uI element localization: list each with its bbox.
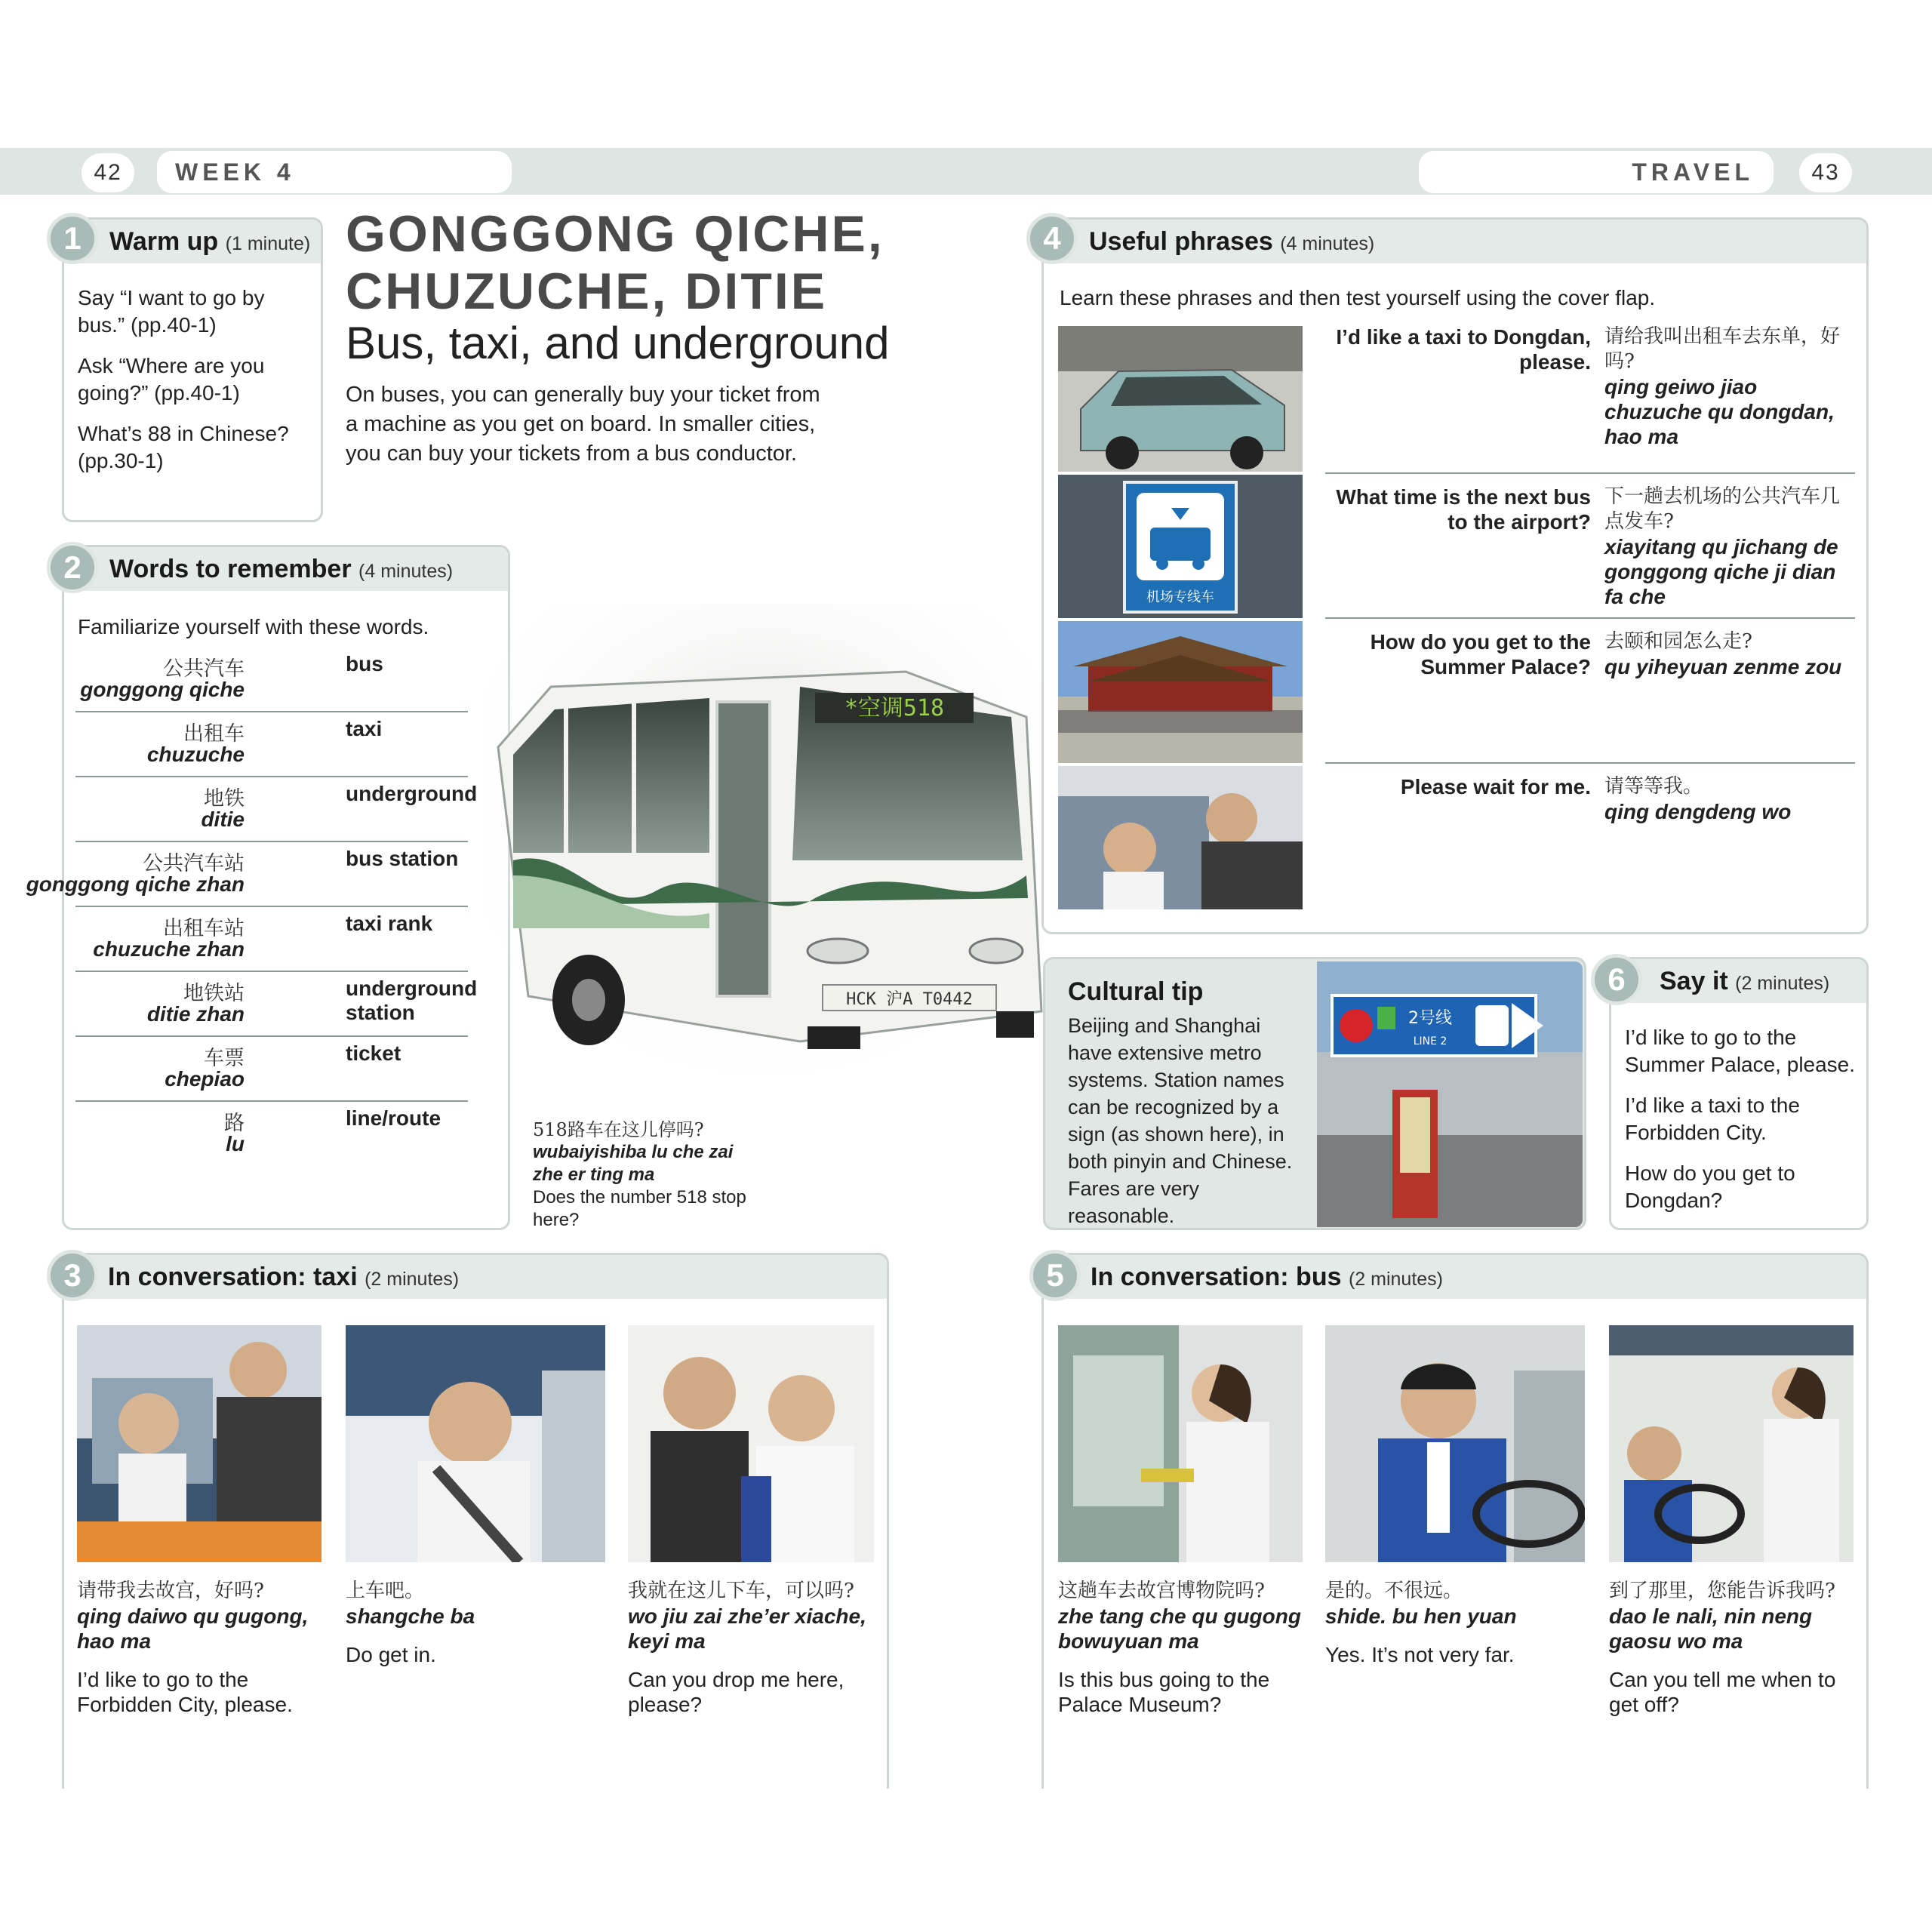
- taxi-photo-3: [628, 1325, 874, 1562]
- section-number-3: 3: [47, 1250, 98, 1301]
- vocab-row: [75, 714, 468, 777]
- bus-caption-zh: 518路车在这儿停吗?: [533, 1119, 704, 1140]
- taxi-line-3-en: Can you drop me here, please?: [628, 1668, 844, 1716]
- say-it-box: [1609, 957, 1869, 1230]
- phrase-pinyin: qing geiwo jiao chuzuche qu dongdan, hao ma: [1604, 375, 1835, 448]
- left-page-number: 42: [82, 153, 134, 192]
- phrase-photo-wait: [1058, 766, 1303, 909]
- taxi-photo-1: [77, 1325, 321, 1562]
- page-title: GONGGONG QICHE, CHUZUCHE, DITIE: [346, 205, 884, 320]
- say-it-item: How do you get to Dongdan?: [1625, 1161, 1795, 1212]
- bus-line-3-pinyin: dao le nali, nin neng gaosu wo ma: [1609, 1604, 1813, 1653]
- bus-photo-1: [1058, 1325, 1303, 1562]
- taxi-line-3-pinyin: wo jiu zai zhe’er xiache, keyi ma: [628, 1604, 866, 1653]
- taxi-line-1-pinyin: qing daiwo qu gugong, hao ma: [77, 1604, 309, 1653]
- taxi-line-1: [77, 1579, 326, 1717]
- phrase-zh: 下一趟去机场的公共汽车几点发车?: [1604, 485, 1841, 533]
- metro-sign-line: 2号线: [1408, 1009, 1452, 1028]
- vocab-en: underground: [346, 782, 478, 805]
- vocab-row: [75, 1038, 468, 1102]
- bus-photo-3: [1609, 1325, 1854, 1562]
- cultural-tip-title: Cultural tip: [1068, 977, 1204, 1006]
- vocab-zh: 出租车: [183, 722, 245, 746]
- say-it-title: Say it (2 minutes): [1660, 967, 1830, 995]
- phrase-en: What time is the next bus to the airport?: [1336, 485, 1591, 534]
- taxi-line-2-zh: 上车吧。: [346, 1580, 425, 1602]
- phrase-en: Please wait for me.: [1400, 775, 1591, 798]
- vocab-zh: 地铁: [204, 787, 245, 811]
- metro-sign-line-en: LINE 2: [1413, 1035, 1447, 1048]
- vocab-row: [75, 649, 468, 712]
- metro-sign-photo: [1317, 961, 1583, 1227]
- bus-line-1-pinyin: zhe tang che qu gugong bowuyuan ma: [1058, 1604, 1301, 1653]
- bus-line-3-en: Can you tell me when to get off?: [1609, 1668, 1836, 1716]
- bus-destination-sign: *空调518: [844, 695, 945, 721]
- vocab-zh: 路: [224, 1112, 245, 1135]
- conversation-bus-title: In conversation: bus (2 minutes): [1091, 1263, 1443, 1291]
- bus-photo: [483, 604, 1049, 1102]
- phrase-row: [1325, 485, 1855, 619]
- phrase-zh: 请给我叫出租车去东单，好吗?: [1604, 325, 1841, 373]
- section-number-5: 5: [1029, 1250, 1081, 1301]
- vocab-zh: 出租车站: [163, 917, 245, 940]
- vocab-zh: 公共汽车: [163, 657, 245, 681]
- page-subtitle: Bus, taxi, and underground: [346, 318, 890, 368]
- section-number-4: 4: [1026, 213, 1078, 264]
- vocab-en: taxi: [346, 717, 383, 740]
- right-page-number: 43: [1799, 153, 1852, 192]
- phrase-photo-palace: [1058, 621, 1303, 763]
- bus-caption-pinyin: wubaiyishiba lu che zai zhe er ting ma: [533, 1142, 734, 1185]
- vocab-row: [75, 779, 478, 842]
- bus-caption-en: Does the number 518 stop here?: [533, 1187, 746, 1230]
- bus-plate: HCK 沪A T0442: [846, 990, 973, 1009]
- vocab-pinyin: gonggong qiche: [80, 678, 245, 701]
- intro-text: On buses, you can generally buy your ticket from a machine as you get on board. In smaller cities, you can buy your tickets from a bus conductor.: [346, 383, 820, 466]
- bus-line-1-en: Is this bus going to the Palace Museum?: [1058, 1668, 1270, 1716]
- phrase-pinyin: qu yiheyuan zenme zou: [1604, 655, 1842, 678]
- vocab-row: [75, 909, 468, 972]
- vocab-en: line/route: [346, 1106, 441, 1130]
- say-it-item: I’d like to go to the Summer Palace, please.: [1625, 1026, 1856, 1076]
- bus-caption: [533, 1118, 752, 1232]
- vocab-pinyin: lu: [226, 1132, 245, 1155]
- phrase-photo-airport-sign: [1058, 475, 1303, 618]
- taxi-line-2: [346, 1579, 595, 1667]
- section-number-1: 1: [47, 213, 98, 264]
- bus-line-3-zh: 到了那里，您能告诉我吗?: [1609, 1580, 1835, 1602]
- vocab-en: ticket: [346, 1041, 401, 1065]
- bus-line-2-pinyin: shide. bu hen yuan: [1325, 1604, 1517, 1628]
- phrase-photo-taxi: [1058, 326, 1303, 472]
- taxi-line-3: [628, 1579, 877, 1717]
- taxi-line-1-en: I’d like to go to the Forbidden City, please.: [77, 1668, 293, 1716]
- section-number-2: 2: [47, 542, 98, 593]
- phrase-zh: 去颐和园怎么走?: [1604, 630, 1752, 653]
- vocab-zh: 地铁站: [183, 982, 245, 1005]
- airport-sign-text: 机场专线车: [1146, 589, 1214, 605]
- phrase-zh: 请等等我。: [1604, 775, 1703, 798]
- vocab-pinyin: ditie zhan: [146, 1002, 245, 1026]
- vocab-pinyin: chuzuche zhan: [93, 937, 245, 961]
- useful-phrases-title: Useful phrases (4 minutes): [1089, 227, 1375, 256]
- vocab-pinyin: gonggong qiche zhan: [26, 872, 245, 896]
- bus-line-1: [1058, 1579, 1307, 1717]
- phrase-row: [1325, 629, 1855, 764]
- vocab-row: [26, 844, 468, 907]
- vocab-zh: 公共汽车站: [143, 852, 245, 875]
- phrase-en: I’d like a taxi to Dongdan, please.: [1336, 325, 1591, 374]
- say-it-item: I’d like a taxi to the Forbidden City.: [1625, 1094, 1800, 1144]
- words-title: Words to remember (4 minutes): [109, 555, 454, 583]
- vocab-en: bus: [346, 652, 383, 675]
- bus-line-1-zh: 这趟车去故宫博物院吗?: [1058, 1580, 1265, 1602]
- taxi-line-2-pinyin: shangche ba: [346, 1604, 475, 1628]
- vocab-pinyin: ditie: [201, 808, 245, 831]
- taxi-line-2-en: Do get in.: [346, 1643, 436, 1666]
- left-running-head: WEEK 4: [157, 151, 512, 193]
- phrase-pinyin: qing dengdeng wo: [1604, 800, 1792, 823]
- vocab-pinyin: chuzuche: [146, 743, 245, 766]
- vocab-en: underground station: [346, 977, 478, 1024]
- taxi-line-3-zh: 我就在这儿下车，可以吗?: [628, 1580, 854, 1602]
- useful-phrases-instruction: Learn these phrases and then test yourself using the cover flap.: [1060, 286, 1656, 309]
- phrase-row: [1325, 774, 1855, 903]
- right-running-head: TRAVEL: [1419, 151, 1774, 193]
- vocab-en: taxi rank: [346, 912, 433, 935]
- bus-line-2: [1325, 1579, 1582, 1667]
- phrase-row: [1325, 325, 1855, 474]
- taxi-photo-2: [346, 1325, 605, 1562]
- vocab-row: [75, 974, 478, 1037]
- vocab-zh: 车票: [204, 1047, 245, 1070]
- warm-up-item: What’s 88 in Chinese? (pp.30-1): [78, 422, 289, 472]
- taxi-line-1-zh: 请带我去故宫，好吗?: [77, 1580, 264, 1602]
- warm-up-title: Warm up (1 minute): [109, 227, 311, 256]
- cultural-tip-box: [1043, 957, 1586, 1230]
- phrase-en: How do you get to the Summer Palace?: [1370, 630, 1591, 678]
- cultural-tip-text: Beijing and Shanghai have extensive metro systems. Station names can be recognized by a sign (as shown here), in both pinyin and Chinese. Fares are very reasonable.: [1068, 1014, 1293, 1227]
- words-instruction: Familiarize yourself with these words.: [78, 615, 429, 638]
- vocab-pinyin: chepiao: [165, 1067, 245, 1091]
- warm-up-item: Ask “Where are you going?” (pp.40-1): [78, 354, 265, 405]
- bus-line-2-en: Yes. It’s not very far.: [1325, 1643, 1515, 1666]
- vocab-en: bus station: [346, 847, 459, 870]
- conversation-taxi-title: In conversation: taxi (2 minutes): [108, 1263, 460, 1291]
- bus-line-2-zh: 是的。不很远。: [1325, 1580, 1463, 1602]
- bus-photo-2: [1325, 1325, 1585, 1562]
- bus-line-3: [1609, 1579, 1858, 1717]
- warm-up-box: [62, 217, 323, 522]
- vocab-row: [75, 1103, 468, 1167]
- section-number-6: 6: [1591, 954, 1642, 1005]
- warm-up-item: Say “I want to go by bus.” (pp.40-1): [78, 286, 265, 337]
- phrase-pinyin: xiayitang qu jichang de gonggong qiche ji dian fa che: [1604, 535, 1838, 608]
